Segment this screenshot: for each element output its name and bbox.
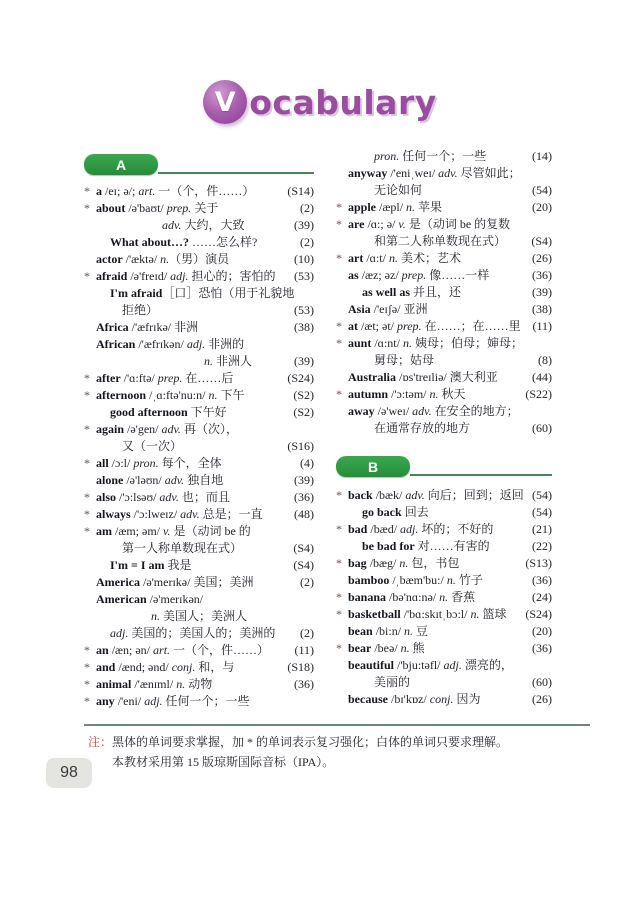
lesson-ref: (10) xyxy=(294,252,314,266)
entries-b xyxy=(336,487,552,708)
vocab-line xyxy=(84,676,314,693)
lesson-ref: (S2) xyxy=(293,388,314,402)
vocab-line xyxy=(336,555,552,572)
star-marker: * xyxy=(336,522,342,536)
entry-text: go back 回去 xyxy=(362,505,429,519)
entry-text: 拒绝） xyxy=(122,303,159,317)
section-label-a: A xyxy=(115,156,127,173)
lesson-ref: (60) xyxy=(532,675,552,689)
entry-text: n. 美国人；美洲人 xyxy=(151,609,248,623)
vocab-line xyxy=(336,403,552,420)
vocabulary-logo-icon xyxy=(203,80,247,124)
entry-text: because /bɪ'kɒz/ conj. 因为 xyxy=(348,692,481,706)
entry-text: 无论如何 xyxy=(374,183,423,197)
lesson-ref: (S14) xyxy=(287,184,314,198)
entry-text: again /ə'gen/ adv. 再（次）， xyxy=(96,422,238,436)
vocab-line xyxy=(336,148,552,165)
lesson-ref: (54) xyxy=(532,505,552,519)
lesson-ref: (S2) xyxy=(293,405,314,419)
lesson-ref: (2) xyxy=(300,575,314,589)
vocab-line xyxy=(336,335,552,352)
star-marker: * xyxy=(336,217,342,231)
lesson-ref: (26) xyxy=(532,692,552,706)
vocab-line xyxy=(84,625,314,642)
entries-a-left xyxy=(84,183,314,710)
entry-text: adv. 大约，大致 xyxy=(162,218,245,232)
entry-text: adj. 美国的；美国人的；美洲的 xyxy=(110,626,276,640)
entry-text: bean /bi:n/ n. 豆 xyxy=(348,624,429,638)
lesson-ref: (39) xyxy=(294,473,314,487)
title-initial: V xyxy=(214,86,236,118)
lesson-ref: (36) xyxy=(532,268,552,282)
lesson-ref: (39) xyxy=(294,218,314,232)
star-marker: * xyxy=(336,319,342,333)
lesson-ref: (39) xyxy=(294,354,314,368)
lesson-ref: (44) xyxy=(532,370,552,384)
star-marker: * xyxy=(84,660,90,674)
star-marker: * xyxy=(84,507,90,521)
page-number-badge xyxy=(46,758,92,788)
lesson-ref: (S4) xyxy=(293,541,314,555)
entry-text: back /bæk/ adv. 向后；回到；返回 xyxy=(348,488,524,502)
lesson-ref: (11) xyxy=(294,643,314,657)
vocab-line xyxy=(336,352,552,369)
vocab-line xyxy=(84,659,314,676)
star-marker: * xyxy=(84,643,90,657)
vocab-line xyxy=(84,557,314,574)
vocab-line xyxy=(84,540,314,557)
footnote-text-2: 本教材采用第 15 版琼斯国际音标（IPA）。 xyxy=(112,755,335,769)
star-marker: * xyxy=(336,251,342,265)
lesson-ref: (36) xyxy=(532,573,552,587)
lesson-ref: (24) xyxy=(532,590,552,604)
entry-text: actor /'æktə/ n.（男）演员 xyxy=(96,252,230,266)
vocab-line xyxy=(84,523,314,540)
entry-text: anyway /'eniˌweɪ/ adv. 尽管如此； xyxy=(348,166,521,180)
vocab-line xyxy=(84,200,314,217)
vocab-line xyxy=(336,318,552,335)
entry-text: Africa /'æfrɪkə/ 非洲 xyxy=(96,320,199,334)
section-rule-a xyxy=(158,172,314,174)
section-header-b xyxy=(336,455,552,477)
entry-text: 又（一次） xyxy=(122,439,183,453)
star-marker: * xyxy=(84,677,90,691)
vocab-line xyxy=(84,472,314,489)
section-header-a xyxy=(84,153,314,175)
vocab-line xyxy=(84,183,314,200)
vocab-line xyxy=(336,165,552,182)
entry-text: and /ænd; ənd/ conj. 和，与 xyxy=(96,660,235,674)
entry-text: apple /æpl/ n. 苹果 xyxy=(348,200,443,214)
lesson-ref: (54) xyxy=(532,183,552,197)
lesson-ref: (53) xyxy=(294,269,314,283)
entry-text: bad /bæd/ adj. 坏的；不好的 xyxy=(348,522,494,536)
lesson-ref: (20) xyxy=(532,200,552,214)
entry-text: 第一人称单数现在式） xyxy=(122,541,243,555)
lesson-ref: (39) xyxy=(532,285,552,299)
entry-text: be bad for 对……有害的 xyxy=(362,539,490,553)
entry-text: beautiful /'bju:təfl/ adj. 漂亮的， xyxy=(348,658,513,672)
vocab-line xyxy=(84,438,314,455)
star-marker: * xyxy=(336,556,342,570)
lesson-ref: (S24) xyxy=(525,607,552,621)
entry-text: as /æz; əz/ prep. 像……一样 xyxy=(348,268,490,282)
entry-text: away /ə'weɪ/ adv. 在安全的地方； xyxy=(348,404,519,418)
lesson-ref: (S22) xyxy=(525,387,552,401)
vocab-line xyxy=(84,387,314,404)
vocab-line xyxy=(336,199,552,216)
section-tab-b xyxy=(336,456,410,477)
entry-text: bear /beə/ n. 熊 xyxy=(348,641,425,655)
lesson-ref: (21) xyxy=(532,522,552,536)
star-marker: * xyxy=(84,524,90,538)
lesson-ref: (11) xyxy=(532,319,552,333)
lesson-ref: (14) xyxy=(532,149,552,163)
vocab-line xyxy=(336,267,552,284)
title-text: ocabulary xyxy=(249,82,437,122)
entry-text: 美丽的 xyxy=(374,675,411,689)
lesson-ref: (38) xyxy=(532,302,552,316)
entry-text: basketball /'bɑ:skɪtˌbɔ:l/ n. 篮球 xyxy=(348,607,507,621)
section-rule-b xyxy=(410,474,552,476)
vocab-line xyxy=(84,421,314,438)
entry-text: animal /'ænɪml/ n. 动物 xyxy=(96,677,213,691)
entry-text: a /eɪ; ə/; art. 一（个，件……） xyxy=(96,184,255,198)
entry-text: good afternoon 下午好 xyxy=(110,405,227,419)
star-marker: * xyxy=(336,607,342,621)
lesson-ref: (S24) xyxy=(287,371,314,385)
vocab-line xyxy=(84,591,314,608)
vocab-line xyxy=(84,506,314,523)
star-marker: * xyxy=(336,641,342,655)
vocab-line xyxy=(336,521,552,538)
lesson-ref: (48) xyxy=(294,507,314,521)
entry-text: after /'ɑ:ftə/ prep. 在……后 xyxy=(96,371,234,385)
entry-text: am /æm; əm/ v. 是（动词 be 的 xyxy=(96,524,251,538)
vocab-line xyxy=(336,691,552,708)
lesson-ref: (54) xyxy=(532,488,552,502)
entry-text: America /ə'merɪkə/ 美国；美洲 xyxy=(96,575,254,589)
lesson-ref: (22) xyxy=(532,539,552,553)
entry-text: bamboo /ˌbæm'bu:/ n. 竹子 xyxy=(348,573,483,587)
entry-text: Australia /ɒs'treɪliə/ 澳大利亚 xyxy=(348,370,498,384)
lesson-ref: (2) xyxy=(300,201,314,215)
entry-text: 舅母；姑母 xyxy=(374,353,435,367)
lesson-ref: (S13) xyxy=(525,556,552,570)
vocab-line xyxy=(336,589,552,606)
entry-text: any /'eni/ adj. 任何一个；一些 xyxy=(96,694,250,708)
entry-text: also /'ɔ:lsəʊ/ adv. 也；而且 xyxy=(96,490,230,504)
footnote-text-1: 黑体的单词要求掌握，加 * 的单词表示复习强化；白体的单词只要求理解。 xyxy=(112,735,509,749)
star-marker: * xyxy=(84,694,90,708)
star-marker: * xyxy=(84,388,90,402)
lesson-ref: (S4) xyxy=(293,558,314,572)
footnote-label: 注： xyxy=(88,735,113,749)
vocab-line xyxy=(336,487,552,504)
lesson-ref: (2) xyxy=(300,235,314,249)
lesson-ref: (20) xyxy=(532,624,552,638)
lesson-ref: (53) xyxy=(294,303,314,317)
section-tab-a xyxy=(84,154,158,175)
entry-text: alone /ə'ləʊn/ adv. 独自地 xyxy=(96,473,224,487)
entry-text: afternoon /ˌɑ:ftə'nu:n/ n. 下午 xyxy=(96,388,245,402)
footer-divider xyxy=(84,724,590,726)
star-marker: * xyxy=(84,490,90,504)
entry-text: American /ə'merɪkən/ xyxy=(96,592,204,606)
star-marker: * xyxy=(336,336,342,350)
star-marker: * xyxy=(336,387,342,401)
vocab-line xyxy=(336,386,552,403)
vocab-line xyxy=(336,182,552,199)
vocab-line xyxy=(336,250,552,267)
lesson-ref: (8) xyxy=(538,353,552,367)
entry-text: as well as 并且，还 xyxy=(362,285,462,299)
entry-text: an /æn; ən/ art. 一（个，件……） xyxy=(96,643,270,657)
star-marker: * xyxy=(336,200,342,214)
vocab-line xyxy=(84,693,314,710)
entry-text: I'm = I am 我是 xyxy=(110,558,192,572)
entry-text: What about…? ……怎么样? xyxy=(110,235,258,249)
star-marker: * xyxy=(84,269,90,283)
vocab-line xyxy=(336,504,552,521)
entry-text: all /ɔ:l/ pron. 每个，全体 xyxy=(96,456,222,470)
lesson-ref: (36) xyxy=(294,490,314,504)
vocab-line xyxy=(84,353,314,370)
vocab-line xyxy=(336,657,552,674)
vocab-line xyxy=(336,606,552,623)
star-marker: * xyxy=(84,201,90,215)
entry-text: autumn /'ɔ:təm/ n. 秋天 xyxy=(348,387,466,401)
vocab-line xyxy=(336,674,552,691)
vocab-line xyxy=(336,572,552,589)
lesson-ref: (S4) xyxy=(531,234,552,248)
entry-text: Asia /'eɪʃə/ 亚洲 xyxy=(348,302,428,316)
lesson-ref: (26) xyxy=(532,251,552,265)
vocab-line xyxy=(84,217,314,234)
vocab-line xyxy=(84,404,314,421)
lesson-ref: (S16) xyxy=(287,439,314,453)
vocab-line xyxy=(84,285,314,302)
vocab-line xyxy=(336,233,552,250)
vocab-line xyxy=(84,642,314,659)
entries-a-right xyxy=(336,148,552,437)
entry-text: banana /bə'nɑ:nə/ n. 香蕉 xyxy=(348,590,476,604)
entry-text: 在通常存放的地方 xyxy=(374,421,471,435)
star-marker: * xyxy=(84,422,90,436)
vocab-line xyxy=(84,268,314,285)
section-label-b: B xyxy=(367,458,379,475)
vocab-line xyxy=(336,623,552,640)
vocab-line xyxy=(336,420,552,437)
lesson-ref: (4) xyxy=(300,456,314,470)
star-marker: * xyxy=(84,371,90,385)
entry-text: are /ɑ:; ə/ v. 是（动词 be 的复数 xyxy=(348,217,511,231)
vocab-line xyxy=(336,216,552,233)
entry-text: at /æt; ət/ prep. 在……；在……里 xyxy=(348,319,521,333)
entry-text: pron. 任何一个；一些 xyxy=(374,149,487,163)
entry-text: I'm afraid［口］恐怕（用于礼貌地 xyxy=(110,286,295,300)
vocab-line xyxy=(84,251,314,268)
lesson-ref: (36) xyxy=(532,641,552,655)
star-marker: * xyxy=(336,590,342,604)
footnote-line-1 xyxy=(88,732,590,752)
vocab-line xyxy=(84,336,314,353)
vocab-line xyxy=(84,608,314,625)
entry-text: bag /bæg/ n. 包，书包 xyxy=(348,556,460,570)
entry-text: art /ɑ:t/ n. 美术；艺术 xyxy=(348,251,461,265)
vocab-line xyxy=(336,369,552,386)
vocab-line xyxy=(84,302,314,319)
entry-text: African /'æfrɪkən/ adj. 非洲的 xyxy=(96,337,245,351)
vocab-line xyxy=(84,234,314,251)
lesson-ref: (60) xyxy=(532,421,552,435)
entry-text: always /'ɔ:lweɪz/ adv. 总是；一直 xyxy=(96,507,263,521)
star-marker: * xyxy=(336,488,342,502)
star-marker: * xyxy=(84,456,90,470)
lesson-ref: (2) xyxy=(300,626,314,640)
page-number: 98 xyxy=(60,764,78,781)
entry-text: n. 非洲人 xyxy=(204,354,253,368)
vocab-line xyxy=(84,319,314,336)
entry-text: 和第二人称单数现在式） xyxy=(374,234,507,248)
vocab-line xyxy=(336,301,552,318)
vocab-line xyxy=(336,284,552,301)
vocab-line xyxy=(84,370,314,387)
lesson-ref: (36) xyxy=(294,677,314,691)
vocabulary-title xyxy=(203,80,436,124)
star-marker: * xyxy=(84,184,90,198)
vocab-columns xyxy=(84,148,552,710)
lesson-ref: (38) xyxy=(294,320,314,334)
entry-text: about /ə'baʊt/ prep. 关于 xyxy=(96,201,219,215)
vocab-line xyxy=(84,489,314,506)
vocab-line xyxy=(84,574,314,591)
right-column xyxy=(336,148,552,710)
vocab-line xyxy=(336,538,552,555)
page-title xyxy=(0,80,640,124)
vocab-line xyxy=(84,455,314,472)
entry-text: aunt /ɑ:nt/ n. 姨母；伯母；婶母； xyxy=(348,336,523,350)
entry-text: afraid /ə'freɪd/ adj. 担心的；害怕的 xyxy=(96,269,276,283)
lesson-ref: (S18) xyxy=(287,660,314,674)
vocab-line xyxy=(336,640,552,657)
footnote xyxy=(88,732,590,772)
left-column xyxy=(84,148,314,710)
